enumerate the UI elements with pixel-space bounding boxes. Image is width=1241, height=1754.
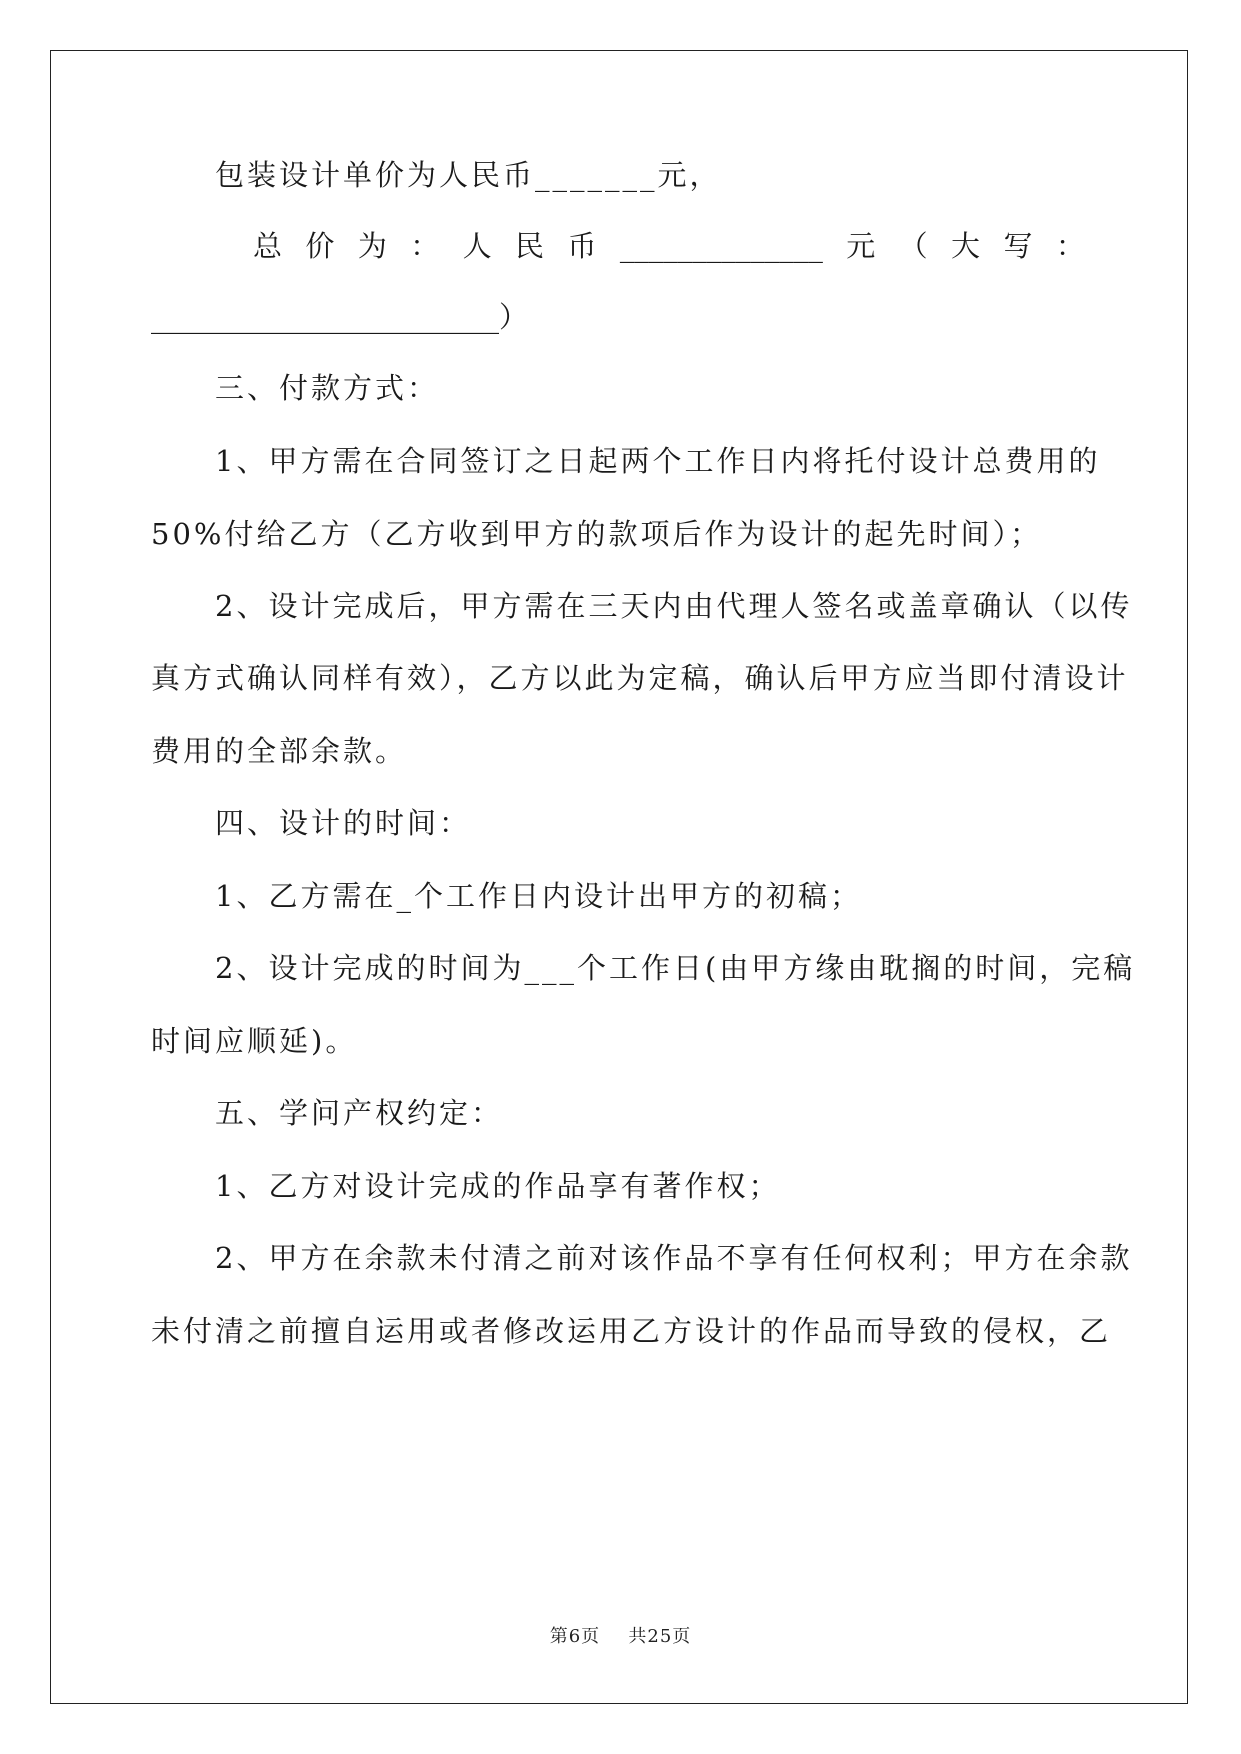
uppercase-amount-blank: ________________________ [151,300,499,334]
total-token: 民 [515,229,545,263]
total-token: 价 [305,229,335,263]
total-token: 为 [357,229,387,263]
uppercase-amount-line [151,297,528,337]
unit-price-suffix: 元， [657,158,722,192]
paragraph-line: 2、设计完成后，甲方需在三天内由代理人签名或盖章确认（以传 [215,589,1133,623]
total-price-line [253,226,1085,266]
total-token: 币 [567,229,597,263]
total-token: （ [898,229,928,263]
page-footer [0,1622,1241,1648]
total-token: 写 [1003,229,1033,263]
paragraph-line: 时间应顺延)。 [151,1024,358,1058]
paragraph-line: 2、设计完成的时间为___个工作日(由甲方缘由耽搁的时间，完稿 [215,951,1136,985]
section-heading: 三、付款方式： [215,371,440,405]
section-heading: 四、设计的时间： [215,806,472,840]
paragraph-line: 50%付给乙方（乙方收到甲方的款项后作为设计的起先时间）； [151,517,1042,551]
total-token: 人 [462,229,492,263]
paragraph-line: 1、乙方需在_个工作日内设计出甲方的初稿； [215,879,862,913]
paragraph-line: 费用的全部余款。 [151,734,408,768]
paragraph-line: 1、乙方对设计完成的作品享有著作权； [215,1169,781,1203]
total-token: 元 [846,229,876,263]
paragraph-line: 2、甲方在余款未付清之前对该作品不享有任何权利；甲方在余款 [215,1241,1133,1275]
unit-price-blank: _______ [535,158,658,192]
total-token: ： [1055,229,1085,263]
page-number: 第6页 [549,1626,601,1647]
total-token: ： [410,229,440,263]
paragraph-line: 未付清之前擅自运用或者修改运用乙方设计的作品而导致的侵权，乙 [151,1314,1112,1348]
section-heading: 五、学问产权约定： [215,1096,504,1130]
paragraph-line: 真方式确认同样有效），乙方以此为定稿，确认后甲方应当即付清设计 [151,661,1129,695]
page-total: 共25页 [628,1626,692,1647]
unit-price-line [215,155,722,195]
unit-price-prefix: 包装设计单价为人民币 [215,158,536,192]
paragraph-line: 1、甲方需在合同签订之日起两个工作日内将托付设计总费用的 [215,444,1101,478]
total-token: 总 [253,229,283,263]
total-price-blank: ______________ [619,229,823,263]
uppercase-amount-close: ） [499,300,529,334]
total-token: 大 [951,229,981,263]
